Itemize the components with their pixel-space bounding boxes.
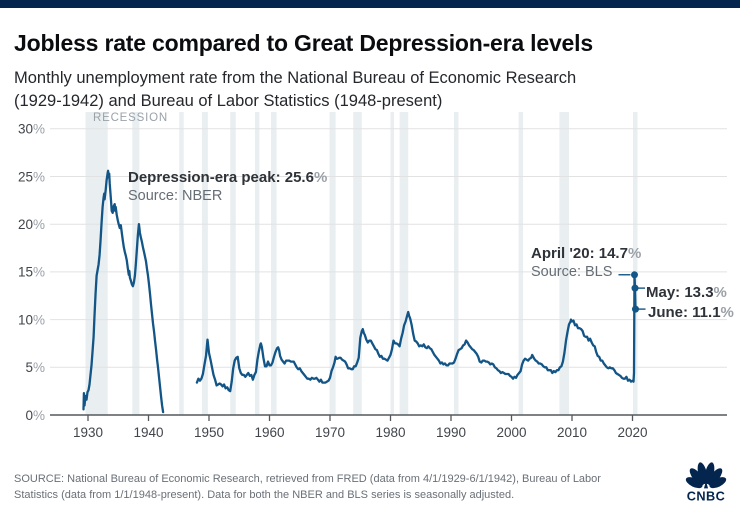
y-axis-tick-label: 5% — [25, 360, 45, 376]
annotation-april-2020-value: April '20: 14.7% — [531, 245, 642, 262]
source-footnote: SOURCE: National Bureau of Economic Research, retrieved from FRED (data from 4/1/1929-6/1/1942), Bureau of Labor Statistics (data from 1/1/1948-present). Data for both the NBER and BLS series is seasonally adjusted. — [14, 473, 601, 501]
recession-band — [86, 112, 108, 415]
y-axis-tick-label: 0% — [25, 407, 45, 423]
unemployment-series-line — [197, 275, 636, 391]
x-axis-tick-label: 2020 — [617, 425, 648, 440]
recession-band — [454, 112, 459, 415]
recession-band — [353, 112, 362, 415]
recession-band — [391, 112, 395, 415]
y-axis-tick-label: 10% — [17, 312, 45, 328]
x-axis-tick-label: 1990 — [435, 425, 467, 440]
x-axis-tick-label: 1980 — [375, 425, 406, 440]
page-title: Jobless rate compared to Great Depression-era levels — [14, 30, 593, 57]
data-point-marker — [632, 285, 639, 292]
annotation-depression-peak-source: Source: NBER — [128, 188, 223, 204]
x-axis-tick-label: 1960 — [254, 425, 285, 440]
x-axis-tick-label: 1940 — [133, 425, 164, 440]
page-subtitle: Monthly unemployment rate from the National Bureau of Economic Research (1929-1942) and Bureau of Labor Statistics (1948-present) — [14, 68, 577, 110]
x-axis-tick-label: 2000 — [496, 425, 527, 440]
recession-band — [271, 112, 277, 415]
annotation-june-2020 — [648, 304, 734, 322]
recession-band-label: RECESSION — [93, 112, 168, 124]
percent-sign: % — [313, 169, 328, 186]
cnbc-logo — [681, 458, 731, 504]
percent-sign: % — [627, 245, 642, 262]
annotation-june-2020-value: June: 11.1% — [648, 304, 734, 321]
data-point-marker — [632, 306, 639, 313]
percent-sign: % — [713, 284, 727, 301]
annotation-may-2020-value: May: 13.3% — [646, 284, 727, 301]
y-axis-tick-label: 15% — [17, 264, 45, 280]
y-axis-tick-label: 25% — [17, 169, 45, 185]
annotation-may-2020 — [646, 284, 727, 302]
x-axis-tick-label: 1950 — [193, 425, 225, 440]
annotation-depression-peak — [128, 168, 327, 206]
annotation-depression-peak-value: Depression-era peak: 25.6% — [128, 169, 328, 186]
x-axis-tick-label: 1930 — [72, 425, 104, 440]
cnbc-logo-text: CNBC — [686, 488, 726, 504]
recession-band — [400, 112, 409, 415]
percent-sign: % — [720, 304, 734, 321]
x-axis-tick-label: 2010 — [556, 425, 588, 440]
annotation-april-2020 — [531, 244, 641, 282]
x-axis-tick-label: 1970 — [314, 425, 346, 440]
cnbc-peacock-icon — [684, 461, 728, 503]
y-axis-tick-label: 30% — [17, 121, 45, 137]
y-axis-tick-label: 20% — [17, 217, 45, 232]
recession-band — [179, 112, 184, 415]
annotation-april-2020-source: Source: BLS — [531, 264, 613, 280]
